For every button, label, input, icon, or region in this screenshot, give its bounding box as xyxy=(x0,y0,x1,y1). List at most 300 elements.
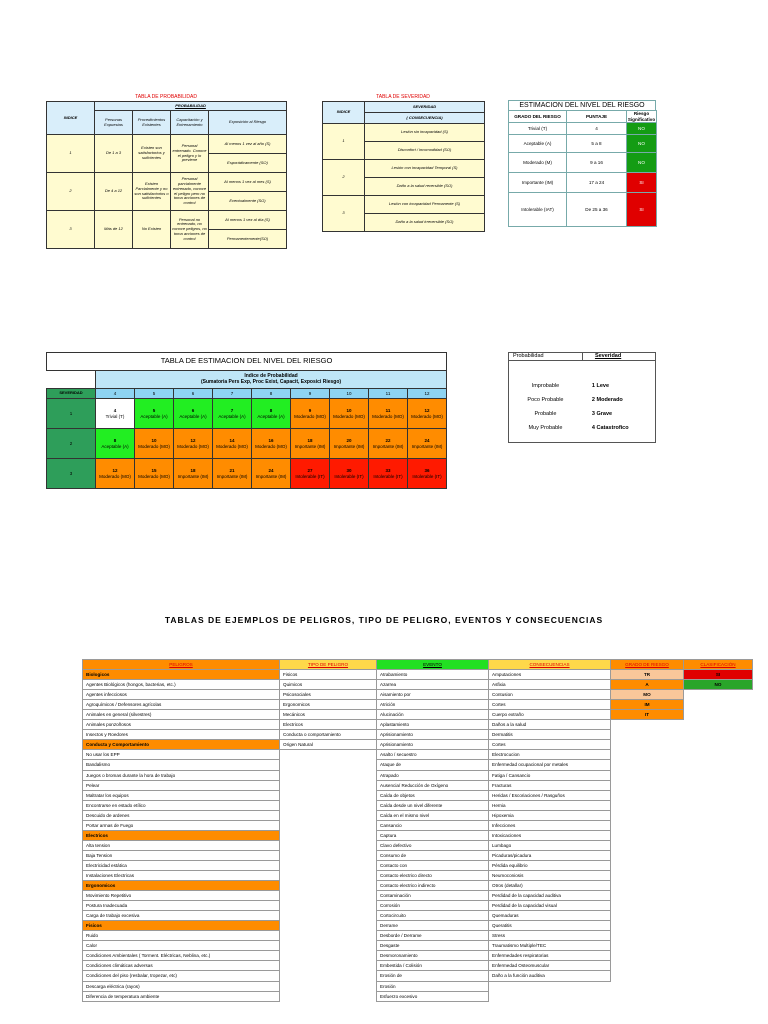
matrix-cell xyxy=(330,459,369,489)
event-cell: Embestida / Colisión xyxy=(377,961,489,971)
classification-cell: SI xyxy=(684,670,753,680)
empty-cell xyxy=(611,981,684,991)
empty-cell xyxy=(280,971,377,981)
col-puntaje: PUNTAJE xyxy=(567,111,627,123)
empty-cell xyxy=(684,921,753,931)
empty-cell xyxy=(611,820,684,830)
matrix-cell-level: Importante (IM) xyxy=(333,443,365,449)
empty-cell xyxy=(684,800,753,810)
exposicion-cell: Al menos 1 vez al mes (S) xyxy=(209,173,287,192)
matrix-cell xyxy=(213,399,252,429)
matrix-cell xyxy=(252,399,291,429)
empty-cell xyxy=(684,931,753,941)
indice-cell: 3 xyxy=(47,211,95,249)
legend-row xyxy=(509,393,655,407)
empty-cell xyxy=(280,810,377,820)
hazard-section-header: Fisicos xyxy=(83,921,280,931)
empty-cell xyxy=(611,780,684,790)
hazard-cell: Electricidad estática xyxy=(83,860,280,870)
matrix-cell-score: 10 xyxy=(346,408,352,414)
matrix-cell-level: Moderado (MO) xyxy=(333,413,365,419)
empty-cell xyxy=(611,720,684,730)
probability-col-header: 10 xyxy=(330,389,369,399)
probability-col-header: 12 xyxy=(408,389,447,399)
matrix-cell xyxy=(96,459,135,489)
matrix-cell-level: Moderado (MO) xyxy=(372,413,404,419)
hazard-section-header: Conducta y Comportamiento xyxy=(83,740,280,750)
matrix-cell-score: 15 xyxy=(151,468,157,474)
hazard-cell: Alta tension xyxy=(83,840,280,850)
consequence-cell: Otros (detallar) xyxy=(489,881,611,891)
empty-cell xyxy=(684,961,753,971)
empty-cell xyxy=(280,750,377,760)
matrix-cell-score: 8 xyxy=(113,438,117,444)
matrix-cell xyxy=(291,399,330,429)
col-indice: INDICE xyxy=(47,102,95,135)
matrix-cell-level: Moderado (MO) xyxy=(294,413,326,419)
matrix-cell xyxy=(330,429,369,459)
empty-cell xyxy=(489,981,611,991)
hazard-section-header: Electricos xyxy=(83,830,280,840)
matrix-cell-score: 20 xyxy=(346,438,352,444)
empty-cell xyxy=(611,961,684,971)
matrix-cell-level: Intolerable (IT) xyxy=(334,473,364,479)
matrix-cell-score: 10 xyxy=(151,438,157,444)
matrix-cell-level: Aceptable (A) xyxy=(179,413,207,419)
event-cell: Captura xyxy=(377,830,489,840)
empty-cell xyxy=(611,891,684,901)
hazard-section-header: Ergonomicos xyxy=(83,881,280,891)
matrix-cell-level: Moderado (MO) xyxy=(216,443,248,449)
event-cell: Contaminación xyxy=(377,891,489,901)
matrix-subtitle-line1: Indice de Probabilidad xyxy=(244,372,298,379)
matrix-cell xyxy=(408,459,447,489)
matrix-cell xyxy=(291,429,330,459)
matrix-cell-score: 8 xyxy=(269,408,273,414)
empty-cell xyxy=(684,780,753,790)
empty-cell xyxy=(611,800,684,810)
empty-cell xyxy=(684,901,753,911)
significativo-cell: SI xyxy=(627,193,657,227)
matrix-cell xyxy=(135,429,174,459)
probability-table xyxy=(46,101,287,249)
empty-cell xyxy=(611,760,684,770)
consequence-cell: Perdidad de la capacidad auditiva xyxy=(489,891,611,901)
empty-cell xyxy=(280,860,377,870)
event-cell: Erosión xyxy=(377,981,489,991)
empty-cell xyxy=(280,780,377,790)
hazard-cell: Bandalismo xyxy=(83,760,280,770)
severity-table-title: TABLA DE SEVERIDAD xyxy=(376,94,430,100)
empty-cell xyxy=(611,770,684,780)
significativo-cell: SI xyxy=(627,173,657,193)
event-cell: Corrosión xyxy=(377,901,489,911)
legend-severity: 1 Leve xyxy=(591,383,610,389)
capacitacion-cell: Personal no entrenado, no conoce peligros, no toma acciones de control xyxy=(171,211,209,249)
empty-cell xyxy=(611,860,684,870)
matrix-cell xyxy=(135,399,174,429)
matrix-cell xyxy=(369,429,408,459)
empty-cell xyxy=(280,921,377,931)
event-cell: Ataque de xyxy=(377,760,489,770)
hazard-cell: Ruido xyxy=(83,931,280,941)
probability-col-header: 8 xyxy=(252,389,291,399)
empty-cell xyxy=(611,870,684,880)
matrix-cell-score: 22 xyxy=(385,438,391,444)
hazard-cell: Agroquímicos / Defensores agrícolas xyxy=(83,700,280,710)
event-cell: Alucinación xyxy=(377,710,489,720)
hazard-type-cell: Origen Natural xyxy=(280,740,377,750)
event-cell: Desborde / Derrame xyxy=(377,931,489,941)
empty-cell xyxy=(280,881,377,891)
matrix-cell-level: Trivial (T) xyxy=(105,413,125,419)
probability-col-header: 11 xyxy=(369,389,408,399)
matrix-cell xyxy=(96,429,135,459)
legend-box xyxy=(508,352,656,443)
event-cell: Contacto electrico indirecto xyxy=(377,881,489,891)
matrix-cell xyxy=(252,429,291,459)
grado-cell: Moderado (M) xyxy=(509,153,567,173)
col-clasificacion: CLASIFICACIÓN xyxy=(684,660,753,670)
empty-cell xyxy=(684,911,753,921)
indice-cell: 2 xyxy=(47,173,95,211)
hazard-cell: Postura Inadecuada xyxy=(83,901,280,911)
legend-row xyxy=(509,379,655,393)
empty-cell xyxy=(611,921,684,931)
hazard-type-cell: Psicosociales xyxy=(280,690,377,700)
matrix-cell-level: Importante (IM) xyxy=(411,443,443,449)
legend-row xyxy=(509,421,655,435)
event-cell: Desgaste xyxy=(377,941,489,951)
empty-cell xyxy=(280,901,377,911)
empty-cell xyxy=(280,770,377,780)
matrix-cell-score: 21 xyxy=(229,468,235,474)
empty-cell xyxy=(611,951,684,961)
empty-cell xyxy=(280,961,377,971)
personas-cell: De 4 a 12 xyxy=(95,173,133,211)
empty-cell xyxy=(280,850,377,860)
consequence-cell: Dermatitis xyxy=(489,730,611,740)
puntaje-cell: De 25 a 36 xyxy=(567,193,627,227)
procedimientos-cell: Existen son satisfactorios y suficientes xyxy=(133,135,171,173)
event-cell: Clavo defectivo xyxy=(377,840,489,850)
risk-matrix xyxy=(46,352,447,489)
matrix-cell-level: Moderado (MO) xyxy=(138,443,170,449)
risk-grade-cell: A xyxy=(611,680,684,690)
matrix-title: TABLA DE ESTIMACION DEL NIVEL DEL RIESGO xyxy=(47,353,447,371)
consequence-cell: Neumoconiosis xyxy=(489,870,611,880)
matrix-cell-score: 12 xyxy=(112,468,118,474)
matrix-cell-score: 14 xyxy=(229,438,235,444)
matrix-cell-level: Aceptable (A) xyxy=(101,443,129,449)
empty-cell xyxy=(684,991,753,1001)
hazard-cell: Agentes infecciosos xyxy=(83,690,280,700)
hazard-section-header: Biologicos xyxy=(83,670,280,680)
event-cell: Desmoronamiento xyxy=(377,951,489,961)
event-cell: Asalto / secuestro xyxy=(377,750,489,760)
col-tipo: TIPO DE PELIGRO xyxy=(280,660,377,670)
col-procedimientos: Procedimientos Existentes xyxy=(133,111,171,135)
consequence-cell: Cuerpo extraño xyxy=(489,710,611,720)
consequence-cell: Picaduras/picadura xyxy=(489,850,611,860)
hazard-cell: Juegos o bromas durante la hora de trabajo xyxy=(83,770,280,780)
empty-cell xyxy=(684,951,753,961)
empty-cell xyxy=(684,790,753,800)
col-grado: GRADO DE RIESGO xyxy=(611,660,684,670)
consequence-cell: Amputaciones xyxy=(489,670,611,680)
probability-col-header: 4 xyxy=(96,389,135,399)
classification-cell: NO xyxy=(684,680,753,690)
probability-col-header: 9 xyxy=(291,389,330,399)
matrix-cell-level: Moderado (MO) xyxy=(411,413,443,419)
hazard-cell: Calor xyxy=(83,941,280,951)
col-significativo: Riesgo Significativo xyxy=(627,111,656,122)
event-cell: Contacto electrico directo xyxy=(377,870,489,880)
consequence-cell: Perdidad de la capacidad visual xyxy=(489,901,611,911)
matrix-cell xyxy=(96,399,135,429)
consequence-cell: Enfermedad ocupacional por metales xyxy=(489,760,611,770)
consequence-cell: Intoxicaciones xyxy=(489,830,611,840)
grado-cell: Intolerable (IAT) xyxy=(509,193,567,227)
empty-cell xyxy=(684,820,753,830)
matrix-cell xyxy=(252,459,291,489)
legend-probability: Muy Probable xyxy=(528,425,563,431)
risk-estimation-title: ESTIMACION DEL NIVEL DEL RIESGO xyxy=(508,100,656,110)
hazard-type-cell: Electricos xyxy=(280,720,377,730)
empty-cell xyxy=(684,850,753,860)
group-header: PROBABILIDAD xyxy=(95,102,287,111)
risk-grade-cell: IM xyxy=(611,700,684,710)
hazard-cell: Animales ponzoñosos xyxy=(83,720,280,730)
hazard-type-cell: Fisicos xyxy=(280,670,377,680)
matrix-cell-level: Importante (IM) xyxy=(372,443,404,449)
empty-cell xyxy=(684,840,753,850)
probability-col-header: 5 xyxy=(135,389,174,399)
event-cell: Caída en el mismo nivel xyxy=(377,810,489,820)
event-cell: Aplastamiento xyxy=(377,720,489,730)
consequence-cell: Enfermedades respiratorias xyxy=(489,951,611,961)
event-cell: Caída desde un nivel diferente xyxy=(377,800,489,810)
matrix-subtitle-line2: (Sumatoria Pers Exp, Proc Exist, Capacit, Exposici Riesgo) xyxy=(201,378,342,385)
empty-cell xyxy=(684,971,753,981)
matrix-cell-level: Intolerable (IT) xyxy=(295,473,325,479)
legend-severity: 2 Moderado xyxy=(591,397,623,403)
puntaje-cell: 17 a 24 xyxy=(567,173,627,193)
indice-cell: 2 xyxy=(323,160,365,196)
puntaje-cell: 4 xyxy=(567,123,627,135)
col-grado: GRADO DEL RIESGO xyxy=(509,111,567,123)
risk-estimation-section xyxy=(508,100,656,227)
grado-cell: Trivial (T) xyxy=(509,123,567,135)
col-exposicion: Exposición al Riesgo xyxy=(209,111,287,135)
matrix-cell-score: 36 xyxy=(424,468,430,474)
hazard-type-cell: Ergonomicos xyxy=(280,700,377,710)
legend-severity-header: Severidad xyxy=(582,353,655,360)
empty-cell xyxy=(611,991,684,1001)
matrix-cell-level: Aceptable (A) xyxy=(140,413,168,419)
matrix-cell-score: 9 xyxy=(308,408,312,414)
empty-cell xyxy=(684,750,753,760)
empty-cell xyxy=(684,690,753,700)
consequence-cell: Cortes xyxy=(489,740,611,750)
legend-probability: Poco Probable xyxy=(527,397,564,403)
severity-row-header: 1 xyxy=(47,399,96,429)
empty-cell xyxy=(684,870,753,880)
severity-item: Daño a la salud irreversible (SO) xyxy=(365,214,485,232)
hazard-cell: Maltratar los equipos xyxy=(83,790,280,800)
probability-col-header: 6 xyxy=(174,389,213,399)
hazard-cell: Instalaciones Electricas xyxy=(83,870,280,880)
event-cell: Derrame xyxy=(377,921,489,931)
matrix-cell xyxy=(291,459,330,489)
indice-cell: 3 xyxy=(323,196,365,232)
consequence-cell: Hernia xyxy=(489,800,611,810)
event-cell: Cansancio xyxy=(377,820,489,830)
hazard-cell: Condiciones Ambientales ( Torment. Eléctricas, Neblina, etc.) xyxy=(83,951,280,961)
hazard-cell: Condiciones del piso (resbalar, tropezar, etc) xyxy=(83,971,280,981)
col-personas: Personas Expuestas xyxy=(95,111,133,135)
probability-table-section xyxy=(46,94,286,249)
severity-item: Disconfort / incomodidad (SO) xyxy=(365,142,485,160)
empty-cell xyxy=(611,881,684,891)
matrix-cell-score: 33 xyxy=(385,468,391,474)
empty-cell xyxy=(280,911,377,921)
severity-label: SEVERIDAD xyxy=(47,389,96,399)
empty-cell xyxy=(280,991,377,1001)
empty-cell xyxy=(280,931,377,941)
puntaje-cell: 5 a 8 xyxy=(567,135,627,153)
hazard-cell: Baja Tension xyxy=(83,850,280,860)
empty-cell xyxy=(611,810,684,820)
matrix-cell xyxy=(174,429,213,459)
matrix-subtitle xyxy=(96,371,447,389)
capacitacion-cell: Personal entrenado. Conoce el peligro y lo previene xyxy=(171,135,209,173)
empty-cell xyxy=(611,901,684,911)
matrix-cell-score: 18 xyxy=(190,468,196,474)
capacitacion-cell: Personal parcialmente entrenado, conoce el peligro pero no toma acciones de control xyxy=(171,173,209,211)
hazard-cell: Condiciones climáticas adversas xyxy=(83,961,280,971)
significativo-cell: NO xyxy=(627,135,657,153)
event-cell: Consumo de xyxy=(377,850,489,860)
matrix-cell-level: Intolerable (IT) xyxy=(412,473,442,479)
empty-cell xyxy=(684,981,753,991)
matrix-cell-score: 30 xyxy=(346,468,352,474)
hazard-cell: Diferencia de temperatura ambiente xyxy=(83,991,280,1001)
severity-item: Lesión con incapacidad Permanente (S) xyxy=(365,196,485,214)
severity-table xyxy=(322,101,485,232)
empty-cell xyxy=(489,991,611,1001)
empty-cell xyxy=(280,830,377,840)
grado-cell: Importante (IM) xyxy=(509,173,567,193)
significativo-cell: NO xyxy=(627,153,657,173)
empty-cell xyxy=(280,800,377,810)
exposicion-cell: Esporádicamente (SO) xyxy=(209,154,287,173)
severity-item: Lesión sin incapacidad (S) xyxy=(365,124,485,142)
exposicion-cell: Al menos 1 vez al año (S) xyxy=(209,135,287,154)
empty-cell xyxy=(684,760,753,770)
consequence-cell: Cortes xyxy=(489,700,611,710)
matrix-cell-level: Intolerable (IT) xyxy=(373,473,403,479)
personas-cell: De 1 a 3 xyxy=(95,135,133,173)
empty-cell xyxy=(684,710,753,720)
examples-section xyxy=(82,659,752,1002)
legend-row xyxy=(509,407,655,421)
event-cell: Esfuerzo excesivo xyxy=(377,991,489,1001)
col-peligros: PELIGROS xyxy=(83,660,280,670)
consequence-cell: Fracturas xyxy=(489,780,611,790)
matrix-cell-level: Importante (IM) xyxy=(177,473,209,479)
consequence-cell: Heridas / Escoriaciones / Rasguños xyxy=(489,790,611,800)
matrix-cell-level: Moderado (MO) xyxy=(177,443,209,449)
matrix-cell xyxy=(408,429,447,459)
hazard-cell: Portar armas de Fuego xyxy=(83,820,280,830)
empty-cell xyxy=(280,870,377,880)
examples-title: TABLAS DE EJEMPLOS DE PELIGROS, TIPO DE PELIGRO, EVENTOS Y CONSECUENCIAS xyxy=(164,615,604,625)
matrix-cell-score: 5 xyxy=(152,408,156,414)
empty-cell xyxy=(280,790,377,800)
empty-cell xyxy=(611,971,684,981)
col-consecuencias: CONSECUENCIAS xyxy=(489,660,611,670)
empty-cell xyxy=(611,850,684,860)
col-capacitacion: Capacitación y Entrenamiento xyxy=(171,111,209,135)
matrix-cell-score: 7 xyxy=(230,408,234,414)
event-cell: Aisamiento por xyxy=(377,690,489,700)
empty-cell xyxy=(684,740,753,750)
empty-cell xyxy=(280,820,377,830)
matrix-cell xyxy=(213,459,252,489)
consequence-cell: Stress xyxy=(489,931,611,941)
consequence-cell: Hipoxemia xyxy=(489,810,611,820)
grado-cell: Aceptable (A) xyxy=(509,135,567,153)
empty-cell xyxy=(280,951,377,961)
significativo-cell: NO xyxy=(627,123,657,135)
empty-cell xyxy=(684,830,753,840)
empty-cell xyxy=(684,810,753,820)
matrix-cell-level: Importante (IM) xyxy=(255,473,287,479)
legend-probability: Probable xyxy=(534,411,557,417)
event-cell: Contacto con xyxy=(377,860,489,870)
matrix-cell-level: Moderado (MO) xyxy=(255,443,287,449)
matrix-cell xyxy=(135,459,174,489)
empty-cell xyxy=(684,720,753,730)
empty-cell xyxy=(611,730,684,740)
matrix-cell-score: 27 xyxy=(307,468,313,474)
empty-cell xyxy=(611,931,684,941)
matrix-cell xyxy=(369,459,408,489)
consequence-cell: Daño a la función auditiva xyxy=(489,971,611,981)
severity-row-header: 3 xyxy=(47,459,96,489)
matrix-cell-level: Moderado (MO) xyxy=(138,473,170,479)
empty-cell xyxy=(280,891,377,901)
consequence-cell: Traumatismo Multiple/TEC xyxy=(489,941,611,951)
matrix-cell xyxy=(369,399,408,429)
risk-grade-cell: TR xyxy=(611,670,684,680)
empty-cell xyxy=(611,740,684,750)
severity-item: Lesión con incapacidad Temporal (S) xyxy=(365,160,485,178)
hazard-cell: Insectos y Roedores xyxy=(83,730,280,740)
matrix-cell-level: Aceptable (A) xyxy=(218,413,246,419)
matrix-cell-score: 4 xyxy=(113,408,117,414)
risk-matrix-section xyxy=(46,352,446,489)
matrix-cell-score: 12 xyxy=(190,438,196,444)
hazard-type-cell: Quimicos xyxy=(280,680,377,690)
hazard-cell: Descuido de ardenes xyxy=(83,810,280,820)
empty-cell xyxy=(280,840,377,850)
matrix-cell-score: 24 xyxy=(424,438,430,444)
event-cell: Atrición xyxy=(377,700,489,710)
hazard-cell: Agentes Biológicos (hongos, bacterias, etc.) xyxy=(83,680,280,690)
legend-severity: 3 Grave xyxy=(591,411,613,417)
